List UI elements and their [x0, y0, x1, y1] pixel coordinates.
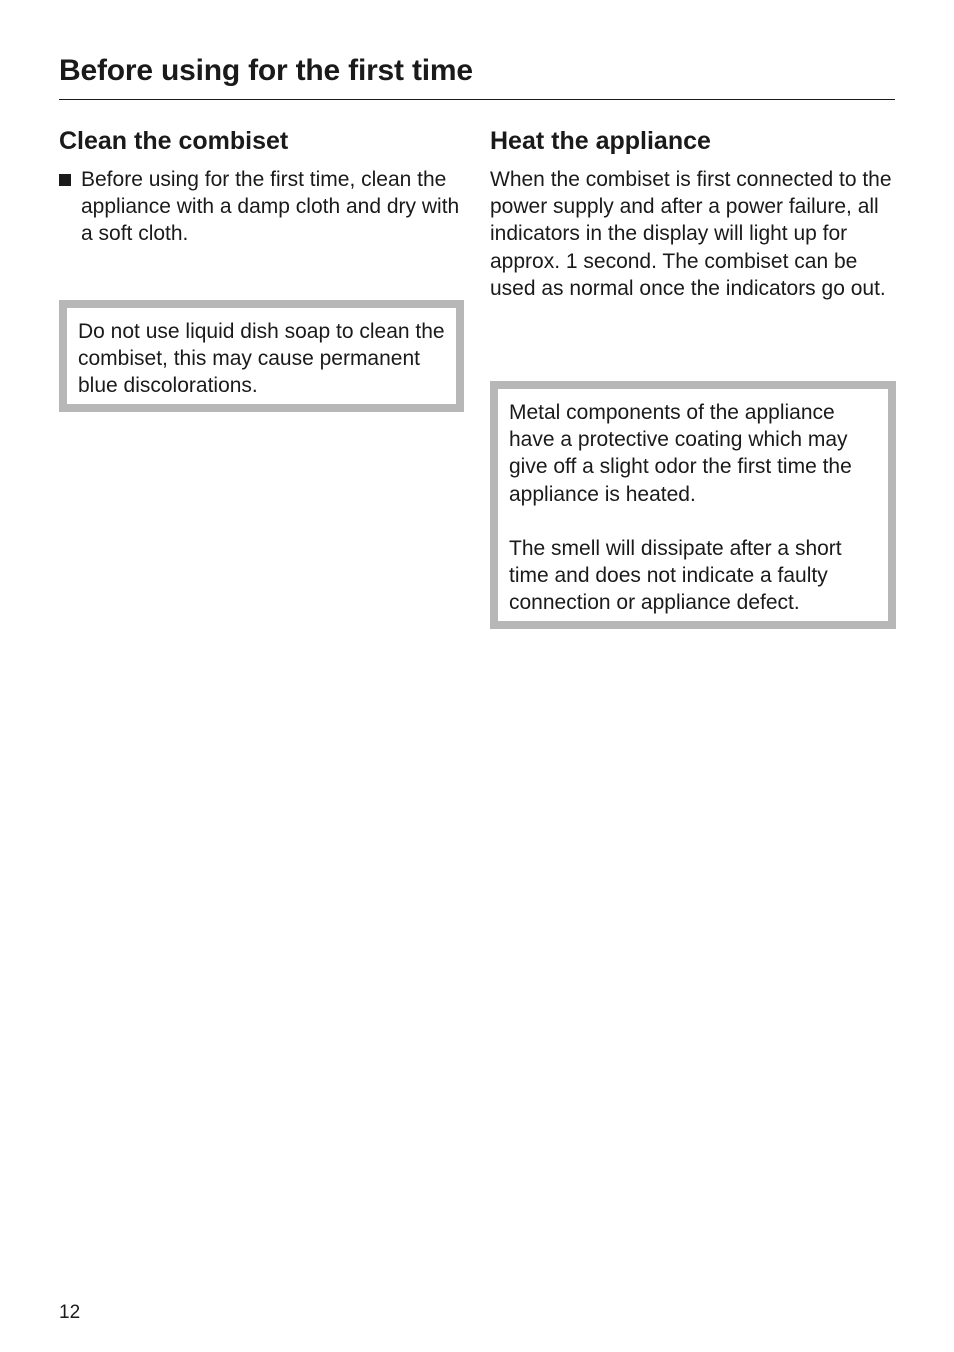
- instruction-bullet: [59, 166, 464, 248]
- instruction-text: Before using for the first time, clean the appliance with a damp cloth and dry with a soft cloth.: [81, 168, 460, 246]
- heat-paragraph: When the combiset is first connected to the power supply and after a power failure, all indicators in the display will light up for approx. 1 second. The combiset can be used as normal once the indicators go out.: [490, 168, 892, 300]
- clean-combiset-section: [59, 124, 464, 248]
- title-divider: [59, 99, 895, 100]
- info-note-paragraph: Metal components of the appliance have a protective coating which may give off a slight odor the first time the appliance is heated.: [509, 401, 852, 506]
- section-heading-heat: Heat the appliance: [490, 127, 711, 155]
- section-heading-clean: Clean the combiset: [59, 127, 289, 155]
- info-note-paragraph: The smell will dissipate after a short time and does not indicate a faulty connection or appliance defect.: [509, 536, 842, 615]
- bullet-square-icon: [59, 174, 71, 186]
- info-note-odor: [490, 381, 896, 629]
- page-title: Before using for the first time: [59, 54, 473, 87]
- heat-appliance-section: [490, 124, 896, 302]
- page-number: 12: [59, 1302, 81, 1323]
- warning-note-dish-soap: [59, 300, 464, 412]
- warning-note-text: Do not use liquid dish soap to clean the combiset, this may cause permanent blue discolorations.: [78, 320, 445, 398]
